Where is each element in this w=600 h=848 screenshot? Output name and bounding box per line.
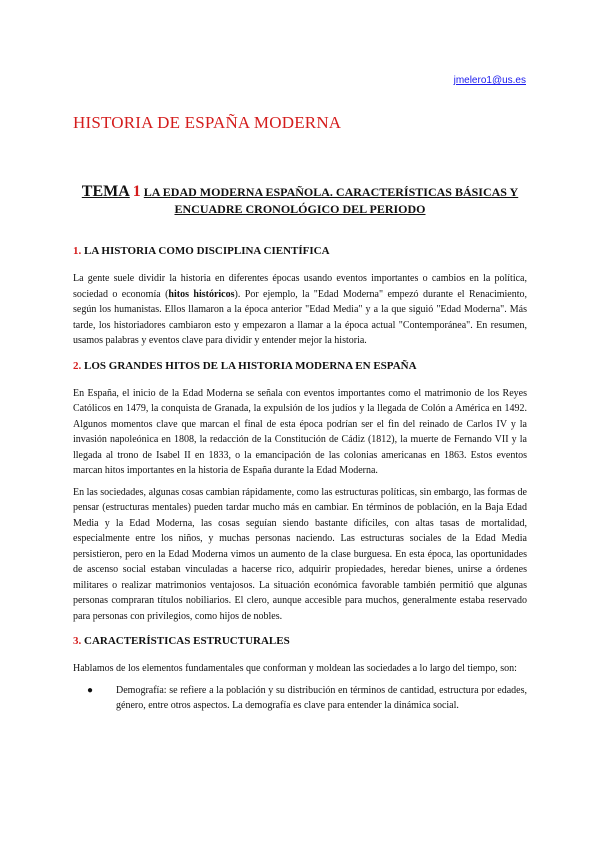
tema-heading (73, 183, 527, 218)
section-1-paragraph (73, 271, 527, 349)
section-heading-2 (73, 359, 527, 374)
section-number: 3. (73, 635, 82, 647)
author-email-link[interactable]: jmelero1@us.es (453, 75, 526, 86)
paragraph-text: ). Por ejemplo, la "Edad Moderna" empezó durante el Renacimiento, según los humanistas. Ellos llamaron a la época anterior "Edad Media" y a la que siguió "Edad Moderna". Más tarde, los historiadores cambiaron esto y empezaron a llamar a la época actual "Contemporánea". En resumen, usamos palabras y eventos clave para dividir y entender mejor la historia. (73, 288, 528, 346)
bullet-icon: ● (87, 684, 94, 696)
bold-term: hitos históricos (168, 288, 235, 300)
tema-label: TEMA (81, 183, 130, 200)
section-3-paragraph: Hablamos de los elementos fundamentales que conforman y moldean las sociedades a lo largo del tiempo, son: (73, 663, 517, 674)
section-title: LA HISTORIA COMO DISCIPLINA CIENTÍFICA (84, 245, 330, 257)
tema-title-line2: ENCUADRE CRONOLÓGICO DEL PERIODO (174, 202, 426, 216)
section-2-paragraph-1: En España, el inicio de la Edad Moderna se señala con eventos importantes como el matrimonio de los Reyes Católicos en 1479, la conquista de Granada, la expulsión de los judíos y la llegada de Colón a América en 1492. Algunos momentos clave que marcan el final de esta época podrían ser el fin del reinado de Carlos IV y la invasión napoleónica en 1808, la redacción de la Constitución de Cádiz (1812), la muerte de Fernando VII y la llegada al trono de Isabel II en 1833, o la emancipación de las colonias americanas en 1863. Estos eventos marcan hitos importantes en la historia de España durante la Edad Moderna. (73, 387, 527, 476)
section-number: 2. (73, 359, 82, 372)
section-number: 1. (73, 245, 82, 257)
list-item (87, 683, 527, 714)
document-body (73, 244, 527, 714)
section-title: CARACTERÍSTICAS ESTRUCTURALES (84, 635, 290, 647)
tema-title-line1: LA EDAD MODERNA ESPAÑOLA. CARACTERÍSTICAS BÁSICAS Y (143, 185, 519, 199)
section-heading-1 (73, 244, 527, 259)
section-2-paragraph-2: En las sociedades, algunas cosas cambian rápidamente, como las estructuras políticas, sin embargo, las formas de pensar (estructuras mentales) pueden tardar mucho más en cambiar. En términos de población, en la Baja Edad Media y la Edad Moderna, las cosas seguían siendo bastante difíciles, con altas tasas de mortalidad, especialmente entre los niños, y muchas personas naciendo. Las estructuras sociales de la Edad Media persistieron, pero en la Edad Moderna vimos un aumento de la clase burguesa. En esta época, las oportunidades de ascenso social estaban vinculadas a hacerse rico, adquirir propiedades, heredar bienes, unirse a órdenes militares o realizar matrimonios ventajosos. La situación económica favorable también permitió que algunas personas compraran títulos nobiliarios. El clero, aunque accesible para muchos, generalmente estaba reservado para personas con privilegios, como hijos de nobles. (73, 486, 527, 622)
paragraph-text: La gente suele dividir la historia en diferentes épocas usando eventos importantes o cambios en la política, sociedad o economía ( (73, 273, 527, 300)
tema-number: 1 (132, 183, 141, 200)
section-heading-3 (73, 634, 527, 649)
document-title: HISTORIA DE ESPAÑA MODERNA (73, 113, 342, 132)
bullet-list (73, 683, 527, 714)
list-item-text: Demografía: se refiere a la población y su distribución en términos de cantidad, estructura por edades, género, entre otros aspectos. La demografía es clave para entender la dinámica social. (116, 684, 527, 711)
section-title: LOS GRANDES HITOS DE LA HISTORIA MODERNA EN ESPAÑA (84, 359, 417, 372)
